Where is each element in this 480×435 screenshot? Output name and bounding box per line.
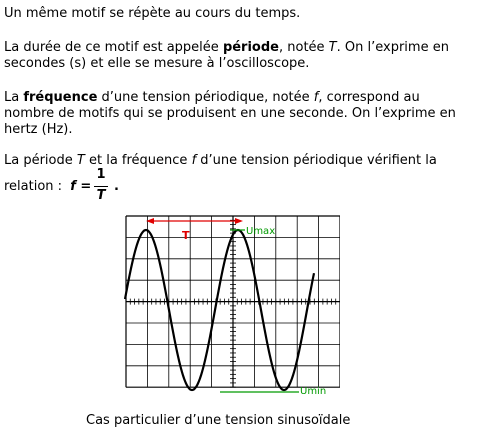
period-symbol: T xyxy=(76,153,85,168)
period-term: période xyxy=(222,40,279,55)
relation-line-1 xyxy=(4,153,437,169)
text: et la fréquence xyxy=(84,153,192,168)
frequency-symbol: f xyxy=(191,153,197,168)
text: , correspond au xyxy=(318,90,420,105)
period-definition-line-2: secondes (s) et elle se mesure à l’oscilloscope. xyxy=(4,56,310,71)
frequency-definition-line-3: hertz (Hz). xyxy=(4,122,73,137)
text: d’une tension périodique, notée xyxy=(97,90,314,105)
intro-line: Un même motif se répète au cours du temps. xyxy=(4,6,301,21)
period-symbol: T xyxy=(328,40,337,55)
frequency-definition-line-1 xyxy=(4,90,420,106)
text: La période xyxy=(4,153,77,168)
frequency-definition-line-2: nombre de motifs qui se produisent en une seconde. On l’exprime en xyxy=(4,106,456,121)
fraction-bar xyxy=(94,186,108,187)
umax-label: Umax xyxy=(246,226,276,237)
text: d’une tension périodique vérifient la xyxy=(196,153,437,168)
relation-line-2 xyxy=(4,179,91,195)
formula-end: . xyxy=(114,179,119,194)
text: La xyxy=(4,90,24,105)
umin-label: Umin xyxy=(300,386,327,397)
oscilloscope-figure xyxy=(124,213,340,401)
relation-label: relation : xyxy=(4,179,63,194)
text: , notée xyxy=(278,40,329,55)
formula-denominator: T xyxy=(96,188,106,203)
formula-numerator: 1 xyxy=(96,167,106,182)
period-label: T xyxy=(182,229,190,242)
frequency-symbol: f xyxy=(313,90,319,105)
period-definition-line-1 xyxy=(4,40,449,56)
frequency-term: fréquence xyxy=(23,90,98,105)
formula-lhs: f = xyxy=(70,179,92,194)
period-arrow-right-head xyxy=(235,218,243,224)
text: . On l’exprime en xyxy=(336,40,449,55)
figure-caption: Cas particulier d’une tension sinusoïdale xyxy=(86,413,351,428)
formula-fraction xyxy=(90,167,112,207)
text: La durée de ce motif est appelée xyxy=(4,40,223,55)
